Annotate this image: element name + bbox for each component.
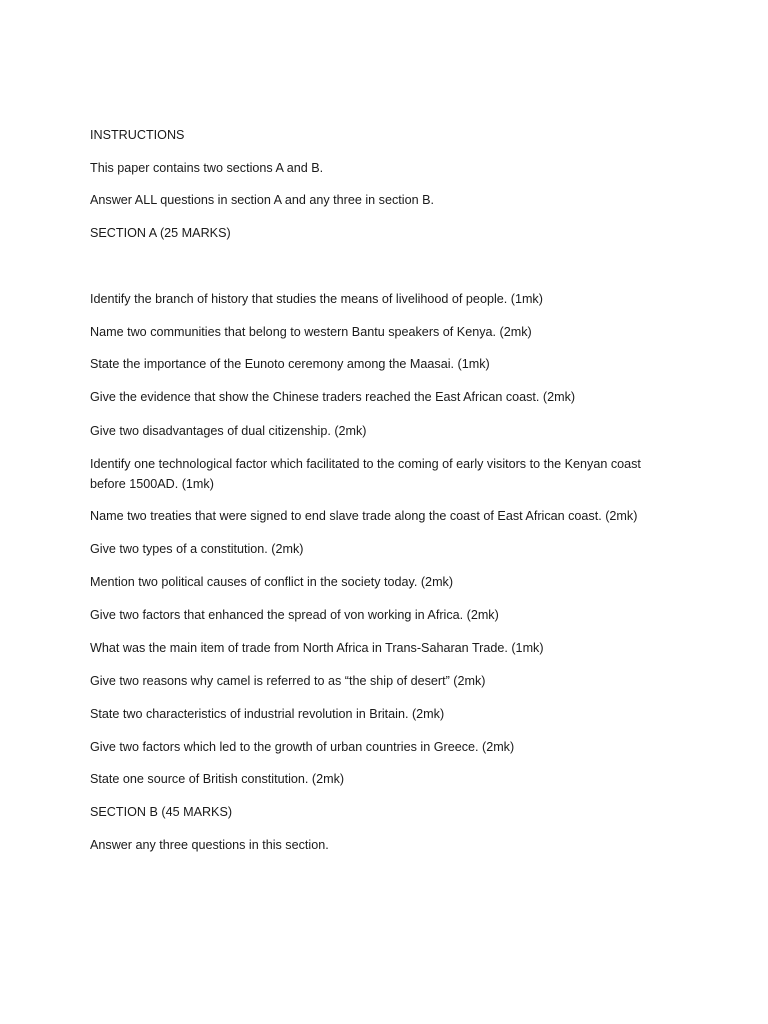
- question: Name two communities that belong to western Bantu speakers of Kenya. (2mk): [90, 325, 532, 339]
- question: Identify the branch of history that studies the means of livelihood of people. (1mk): [90, 292, 543, 306]
- question: Give two factors that enhanced the spread of von working in Africa. (2mk): [90, 608, 499, 622]
- question: Give two reasons why camel is referred to as “the ship of desert” (2mk): [90, 674, 486, 688]
- section-b-heading: SECTION B (45 MARKS): [90, 805, 233, 819]
- question: State the importance of the Eunoto ceremony among the Maasai. (1mk): [90, 357, 490, 371]
- question: Give two disadvantages of dual citizenship. (2mk): [90, 424, 367, 438]
- section-a-heading: SECTION A (25 MARKS): [90, 226, 231, 240]
- question: Give two types of a constitution. (2mk): [90, 542, 304, 556]
- question: Give two factors which led to the growth of urban countries in Greece. (2mk): [90, 740, 515, 754]
- instruction-line: This paper contains two sections A and B.: [90, 161, 324, 175]
- question: Name two treaties that were signed to end slave trade along the coast of East African coast. (2mk): [90, 509, 638, 523]
- question: Give the evidence that show the Chinese traders reached the East African coast. (2mk): [90, 390, 576, 404]
- question: State one source of British constitution. (2mk): [90, 772, 345, 786]
- question: Mention two political causes of conflict in the society today. (2mk): [90, 575, 454, 589]
- question: State two characteristics of industrial revolution in Britain. (2mk): [90, 707, 445, 721]
- question: What was the main item of trade from North Africa in Trans-Saharan Trade. (1mk): [90, 641, 544, 655]
- instructions-heading: INSTRUCTIONS: [90, 128, 185, 142]
- section-b-instruction: Answer any three questions in this section.: [90, 838, 329, 852]
- question: Identify one technological factor which facilitated to the coming of early visitors to the Kenyan coast before 1500AD. (1mk): [90, 457, 641, 491]
- instruction-line: Answer ALL questions in section A and any three in section B.: [90, 193, 434, 207]
